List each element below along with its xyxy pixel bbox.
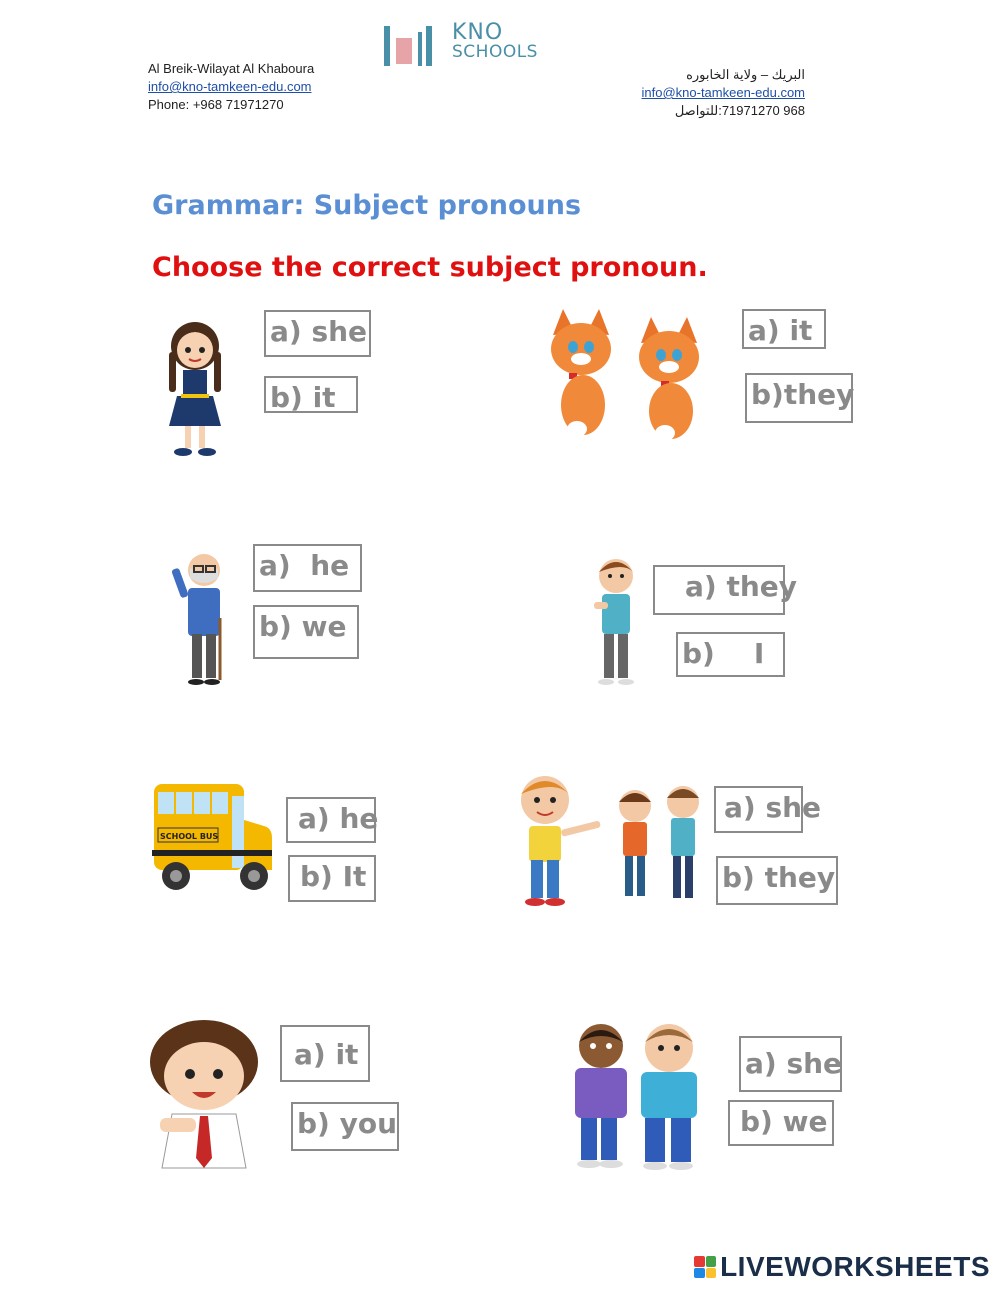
kno-schools-logo [380, 22, 560, 72]
item4-option-b[interactable]: b) I [676, 632, 785, 677]
school-bus-picture [150, 780, 275, 898]
address-en: Al Breik-Wilayat Al Khaboura [148, 61, 315, 76]
email-link-en[interactable]: info@kno-tamkeen-edu.com [148, 79, 312, 94]
item4-option-a[interactable]: a) they [653, 565, 785, 615]
two-kittens-picture [543, 305, 713, 445]
item7-option-a[interactable]: a) it [280, 1025, 370, 1082]
item6-option-a[interactable]: a) she [714, 786, 803, 833]
page-title: Grammar: Subject pronouns [152, 190, 582, 221]
email-link-ar[interactable]: info@kno-tamkeen-edu.com [641, 85, 805, 100]
item5-option-b[interactable]: b) It [288, 855, 376, 902]
item2-option-a[interactable]: a) it [742, 309, 826, 349]
item8-option-a[interactable]: a) she [739, 1036, 842, 1092]
two-friends-picture [565, 1018, 710, 1173]
item2-option-b[interactable]: b)they [745, 373, 853, 423]
phone-en: Phone: +968 71971270 [148, 97, 284, 112]
item3-option-b[interactable]: b) we [253, 605, 359, 659]
liveworksheets-logo-icon [694, 1256, 716, 1278]
item7-option-b[interactable]: b) you [291, 1102, 399, 1151]
group-of-boys-picture [515, 772, 710, 908]
liveworksheets-text: LIVEWORKSHEETS [720, 1251, 990, 1282]
item1-option-b[interactable]: b) it [264, 376, 358, 413]
boy-picture [580, 552, 652, 692]
header-contact-en [148, 60, 314, 114]
phone-ar: 968 71971270:للتواصل [674, 103, 805, 118]
logo-line1: KNO [452, 20, 504, 45]
girl-picture [155, 312, 235, 462]
grandfather-picture [168, 548, 238, 688]
liveworksheets-brand [694, 1251, 990, 1283]
instruction: Choose the correct subject pronoun. [152, 252, 708, 283]
item1-option-a[interactable]: a) she [264, 310, 371, 357]
item8-option-b[interactable]: b) we [728, 1100, 834, 1146]
item5-option-a[interactable]: a) he [286, 797, 376, 843]
item6-option-b[interactable]: b) they [716, 856, 838, 905]
logo-line2: SCHOOLS [452, 42, 538, 62]
boy-pointing-picture [142, 1018, 267, 1178]
logo-mark-icon [380, 22, 450, 72]
bus-sign: SCHOOL BUS [160, 832, 219, 841]
item3-option-a[interactable]: a) he [253, 544, 362, 592]
header-contact-ar [642, 66, 806, 120]
address-ar: البريك – ولاية الخابوره [686, 67, 805, 82]
